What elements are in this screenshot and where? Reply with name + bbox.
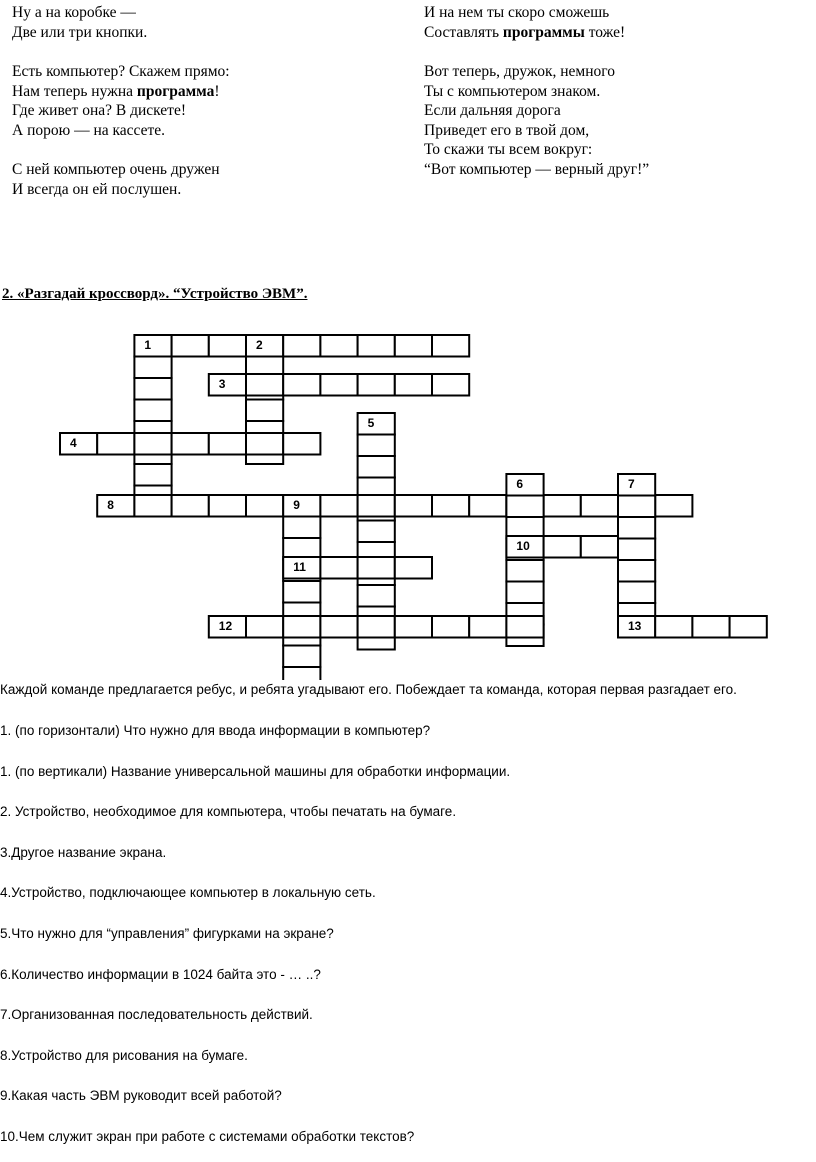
clue-item: 7.Организованная последовательность действий. (0, 1007, 313, 1023)
clue-number-12: 12 (218, 619, 233, 633)
crossword-cell[interactable] (246, 335, 283, 357)
crossword-cell[interactable] (246, 400, 283, 422)
crossword-cell[interactable] (320, 616, 357, 638)
clue-item: 4.Устройство, подключающее компьютер в локальную сеть. (0, 885, 376, 901)
poem-line: Если дальняя дорога (424, 102, 561, 119)
crossword-cell[interactable] (618, 560, 655, 582)
crossword-cell[interactable] (618, 539, 655, 561)
crossword-cell[interactable] (730, 616, 767, 638)
clue-number-11: 11 (293, 560, 306, 574)
crossword-cell[interactable] (320, 557, 357, 579)
clue-item: 3.Другое название экрана. (0, 844, 167, 860)
crossword-cell[interactable] (506, 582, 543, 604)
clue-item: 5.Что нужно для “управления” фигурками на экране? (0, 926, 334, 941)
clue-number-3: 3 (218, 377, 226, 391)
crossword-cell[interactable] (134, 400, 171, 422)
crossword-cell[interactable] (97, 495, 134, 517)
crossword-cell[interactable] (358, 521, 395, 543)
clue-number-4: 4 (70, 436, 77, 450)
poem-line: И на нем ты скоро сможешь (424, 4, 610, 21)
clue-number-1: 1 (144, 338, 152, 352)
crossword-cell[interactable] (246, 374, 283, 396)
crossword-cell[interactable] (134, 433, 171, 455)
crossword-cell[interactable] (283, 646, 320, 668)
crossword-cell[interactable] (506, 616, 543, 638)
crossword-cell[interactable] (655, 616, 692, 638)
crossword-cell[interactable] (283, 335, 320, 357)
crossword-cell[interactable] (246, 495, 283, 517)
clue-number-6: 6 (516, 477, 524, 491)
crossword-cell[interactable] (618, 517, 655, 539)
crossword-cell[interactable] (358, 435, 395, 457)
crossword-cell[interactable] (432, 495, 469, 517)
clue-item: 1. (по вертикали) Название универсальной машины для обработки информации. (0, 763, 511, 779)
clue-number-13: 13 (628, 619, 642, 633)
crossword-cell[interactable] (283, 517, 320, 539)
crossword-cell[interactable] (60, 433, 97, 455)
poem-line: С ней компьютер очень дружен (12, 161, 220, 178)
poem-line: Где живет она? В дискете! (12, 102, 186, 119)
crossword-cell[interactable] (209, 495, 246, 517)
clue-item: 9.Какая часть ЭВМ руководит всей работой? (0, 1088, 282, 1104)
clue-item: 10.Чем служит экран при работе с системами обработки текстов? (0, 1129, 415, 1144)
crossword-cell[interactable] (283, 581, 320, 603)
poem-line: Нам теперь нужна программа! (12, 82, 220, 100)
clue-number-7: 7 (628, 477, 635, 491)
poem-line: Составлять программы тоже! (424, 23, 626, 41)
crossword-cell[interactable] (209, 335, 246, 357)
clue-item: 1. (по горизонтали) Что нужно для ввода информации в компьютер? (0, 723, 431, 738)
crossword-cell[interactable] (134, 357, 171, 379)
crossword-title: 2. «Разгадай кроссворд». “Устройство ЭВМ”. (2, 286, 308, 302)
crossword-cell[interactable] (358, 585, 395, 607)
crossword-cell[interactable] (320, 335, 357, 357)
crossword-cell[interactable] (358, 335, 395, 357)
crossword-cell[interactable] (283, 616, 320, 638)
crossword-cell[interactable] (544, 495, 581, 517)
crossword-cell[interactable] (209, 433, 246, 455)
clue-number-9: 9 (293, 498, 300, 512)
crossword-cell[interactable] (172, 335, 209, 357)
crossword-cell[interactable] (358, 413, 395, 435)
crossword-cell[interactable] (395, 374, 432, 396)
crossword-cell[interactable] (358, 456, 395, 478)
poem-line: А порою — на кассете. (12, 121, 166, 139)
crossword-cell[interactable] (469, 616, 506, 638)
crossword-cell[interactable] (283, 667, 320, 680)
crossword-cell[interactable] (172, 433, 209, 455)
crossword-cell[interactable] (581, 536, 618, 558)
crossword-cell[interactable] (506, 496, 543, 518)
poem-line: Ну а на коробке — (12, 4, 136, 21)
poem-line: Ты с компьютером знаком. (424, 82, 601, 100)
crossword-cell[interactable] (581, 495, 618, 517)
crossword-cell[interactable] (469, 495, 506, 517)
clue-item: 6.Количество информации в 1024 байта это - … ..? (0, 966, 321, 982)
crossword-cell[interactable] (432, 616, 469, 638)
poem-line: Две или три кнопки. (12, 23, 148, 41)
crossword-cell[interactable] (655, 495, 692, 517)
crossword-cell[interactable] (134, 335, 171, 357)
clue-item: 8.Устройство для рисования на бумаге. (0, 1047, 248, 1063)
crossword-cell[interactable] (506, 474, 543, 496)
crossword-cell[interactable] (134, 464, 171, 486)
clue-number-8: 8 (107, 498, 114, 512)
crossword-cell[interactable] (97, 433, 134, 455)
crossword-cell[interactable] (246, 433, 283, 455)
poem-line: Есть компьютер? Скажем прямо: (12, 63, 230, 80)
poem-line: Приведет его в твой дом, (424, 121, 590, 139)
poem-line: То скажи ты всем вокруг: (424, 141, 593, 158)
poem-line: И всегда он ей послушен. (12, 180, 182, 198)
crossword-cell[interactable] (358, 557, 395, 579)
crossword-cell[interactable] (432, 374, 469, 396)
crossword-cell[interactable] (692, 616, 729, 638)
crossword-cell[interactable] (395, 495, 432, 517)
crossword-cell[interactable] (618, 582, 655, 604)
crossword-cell[interactable] (320, 374, 357, 396)
crossword-cell[interactable] (618, 496, 655, 518)
crossword-cell[interactable] (506, 560, 543, 582)
crossword-cell[interactable] (618, 474, 655, 496)
crossword-cell[interactable] (395, 335, 432, 357)
poem-line: “Вот компьютер — верный друг!” (424, 160, 650, 178)
crossword-cell[interactable] (209, 374, 246, 396)
crossword-cell[interactable] (172, 495, 209, 517)
crossword-cell[interactable] (358, 374, 395, 396)
clue-number-2: 2 (256, 338, 263, 352)
crossword-cell[interactable] (395, 557, 432, 579)
crossword-cell[interactable] (358, 616, 395, 638)
crossword-cell[interactable] (544, 536, 581, 558)
crossword-cell[interactable] (395, 616, 432, 638)
crossword-cell[interactable] (283, 433, 320, 455)
crossword-cell[interactable] (358, 495, 395, 517)
crossword-cell[interactable] (432, 335, 469, 357)
clue-number-5: 5 (367, 416, 375, 430)
crossword-cell[interactable] (134, 378, 171, 400)
intro-text: Каждой команде предлагается ребус, и ребята угадывают его. Побеждает та команда, которая первая разгадает его. (0, 682, 737, 697)
crossword-cell[interactable] (283, 495, 320, 517)
poem-line: Вот теперь, дружок, немного (424, 63, 616, 80)
crossword-cell[interactable] (283, 374, 320, 396)
crossword-cell[interactable] (320, 495, 357, 517)
crossword-cell[interactable] (134, 495, 171, 517)
clue-number-10: 10 (516, 539, 530, 553)
crossword-cell[interactable] (246, 616, 283, 638)
clue-item: 2. Устройство, необходимое для компьютера, чтобы печатать на бумаге. (0, 804, 457, 820)
